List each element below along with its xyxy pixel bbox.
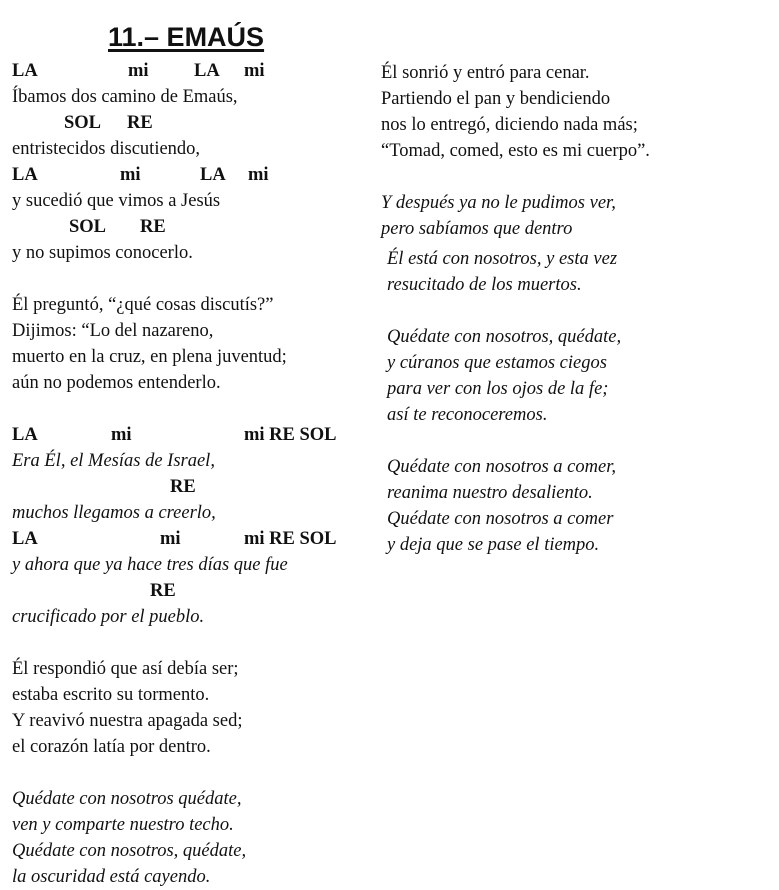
chord: mi [128,61,149,81]
lyric-line: nos lo entregó, diciendo nada más; [381,115,638,135]
lyric-line: resucitado de los muertos. [387,275,582,295]
lyric-line: muerto en la cruz, en plena juventud; [12,347,287,367]
song-title: 11.– EMAÚS [108,22,265,52]
chord: mi RE SOL [244,425,337,445]
chord: mi [111,425,132,445]
lyric-line: Y reavivó nuestra apagada sed; [12,711,243,731]
chord: RE [150,581,176,601]
lyric-line: Quédate con nosotros quédate, [12,789,242,809]
lyric-line: la oscuridad está cayendo. [12,867,211,887]
lyric-line: Quédate con nosotros, quédate, [387,327,622,347]
lyric-line: aún no podemos entenderlo. [12,373,221,393]
lyric-line: reanima nuestro desaliento. [387,483,593,503]
lyric-line: Quédate con nosotros, quédate, [12,841,247,861]
chord: LA [12,425,38,445]
chord: LA [12,61,38,81]
lyric-line: entristecidos discutiendo, [12,139,201,159]
lyric-line: Y después ya no le pudimos ver, [381,193,616,213]
lyric-line: Él respondió que así debía ser; [12,659,239,679]
lyric-line: Íbamos dos camino de Emaús, [12,87,238,107]
lyric-line: Quédate con nosotros a comer, [387,457,616,477]
lyric-line: “Tomad, comed, esto es mi cuerpo”. [381,141,650,161]
chord-line [12,578,372,604]
lyric-line: pero sabíamos que dentro [381,219,573,239]
chord-line [12,214,372,240]
right-column [381,60,771,558]
lyric-line: Él preguntó, “¿qué cosas discutís?” [12,295,274,315]
lyric-line: Él está con nosotros, y esta vez [387,249,618,269]
chord: mi [160,529,181,549]
lyric-line: estaba escrito su tormento. [12,685,210,705]
lyric-line: Quédate con nosotros a comer [387,509,614,529]
chord-line [12,110,372,136]
lyric-line: y sucedió que vimos a Jesús [12,191,221,211]
chord: RE [140,217,166,237]
lyric-line: y ahora que ya hace tres días que fue [12,555,288,575]
lyric-line: el corazón latía por dentro. [12,737,211,757]
chord: RE [170,477,196,497]
chord-line [12,162,372,188]
chord-line [12,526,372,552]
lyric-line: Él sonrió y entró para cenar. [381,63,590,83]
left-column [12,58,372,890]
lyric-line: Era Él, el Mesías de Israel, [12,451,215,471]
chord: mi RE SOL [244,529,337,549]
lyric-line: así te reconoceremos. [387,405,548,425]
lyric-line: Partiendo el pan y bendiciendo [381,89,611,109]
chord: LA [200,165,226,185]
lyric-line: ven y comparte nuestro techo. [12,815,234,835]
chord-line [12,422,372,448]
chord: LA [12,165,38,185]
lyric-line: y no supimos conocerlo. [12,243,193,263]
chord: LA [12,529,38,549]
chord-line [12,58,372,84]
lyric-line: para ver con los ojos de la fe; [387,379,609,399]
chord: mi [120,165,141,185]
lyric-line: muchos llegamos a creerlo, [12,503,216,523]
lyric-line: Dijimos: “Lo del nazareno, [12,321,214,341]
lyric-line: crucificado por el pueblo. [12,607,205,627]
chord: SOL [64,113,102,133]
chord: mi [244,61,265,81]
chord: RE [127,113,153,133]
chord: LA [194,61,220,81]
lyric-line: y deja que se pase el tiempo. [387,535,600,555]
chord: SOL [69,217,107,237]
chord: mi [248,165,269,185]
lyric-line: y cúranos que estamos ciegos [387,353,607,373]
chord-line [12,474,372,500]
